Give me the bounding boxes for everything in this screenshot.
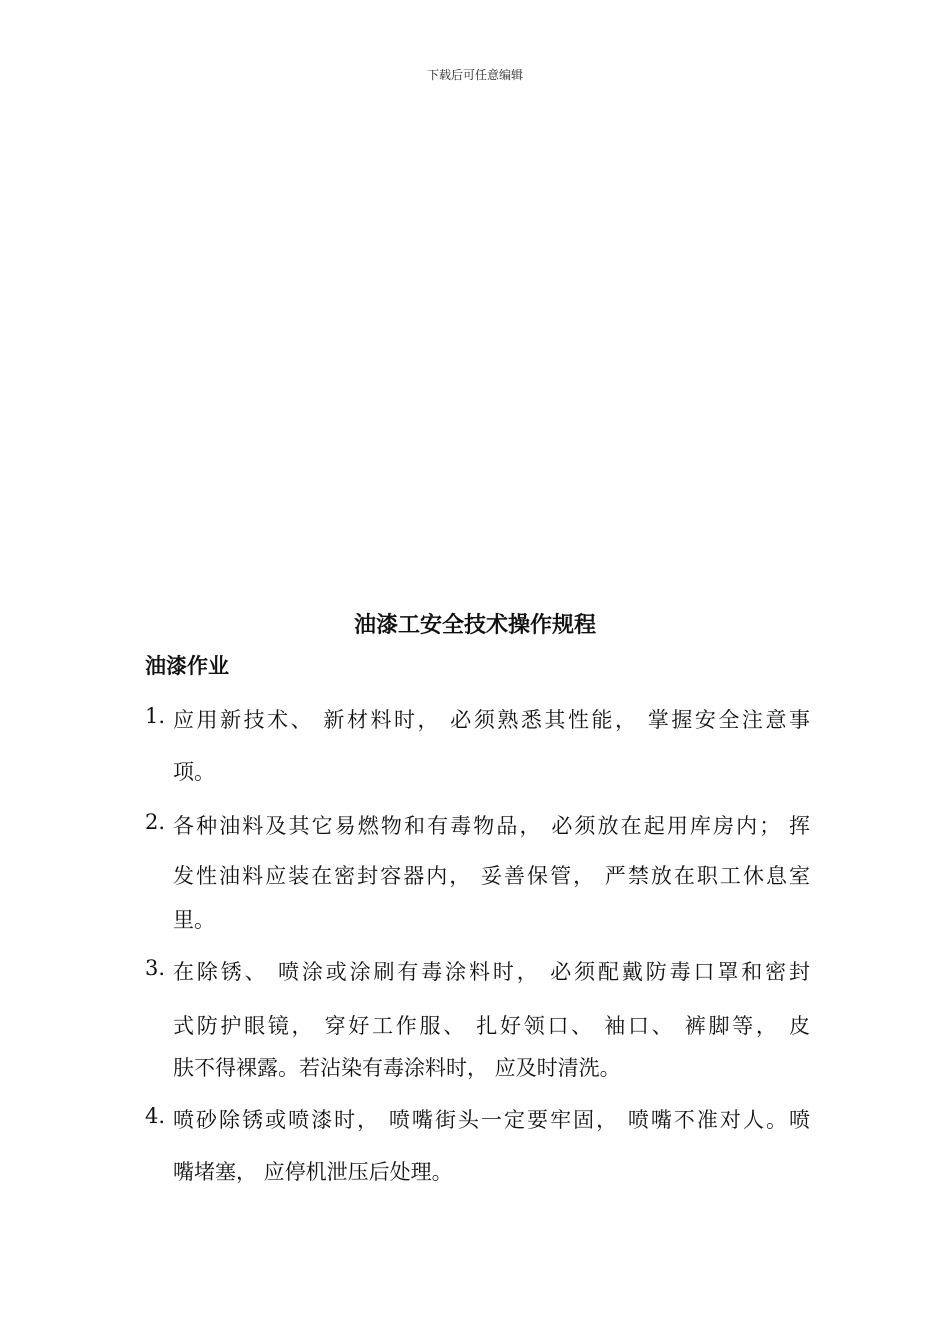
document-title: 油漆工安全技术操作规程 — [353, 613, 596, 638]
item-number: 1. — [145, 704, 166, 728]
item-line: 在除锈、 喷涂或涂刷有毒涂料时， 必须配戴防毒口罩和密封 — [173, 960, 810, 984]
item-line: 发性油料应装在密封容器内， 妥善保管， 严禁放在职工休息室 — [173, 864, 810, 888]
item-line: 喷砂除锈或喷漆时， 喷嘴街头一定要牢固， 喷嘴不准对人。喷 — [173, 1108, 810, 1132]
item-line: 应用新技术、 新材料时， 必须熟悉其性能， 掌握安全注意事 — [173, 708, 810, 732]
section-heading: 油漆作业 — [145, 654, 229, 678]
item-line: 肤不得裸露。若沾染有毒涂料时， 应及时清洗。 — [173, 1056, 621, 1080]
item-line: 项。 — [173, 760, 215, 784]
item-line: 里。 — [173, 908, 215, 932]
header-note: 下载后可任意编辑 — [426, 68, 523, 82]
item-line: 式防护眼镜， 穿好工作服、 扎好领口、 袖口、 裤脚等， 皮 — [173, 1014, 810, 1038]
item-line: 嘴堵塞， 应停机泄压后处理。 — [173, 1160, 453, 1184]
item-line: 各种油料及其它易燃物和有毒物品， 必须放在起用库房内； 挥 — [173, 814, 810, 838]
item-number: 2. — [145, 810, 166, 834]
item-number: 3. — [145, 956, 166, 980]
item-number: 4. — [145, 1104, 166, 1128]
